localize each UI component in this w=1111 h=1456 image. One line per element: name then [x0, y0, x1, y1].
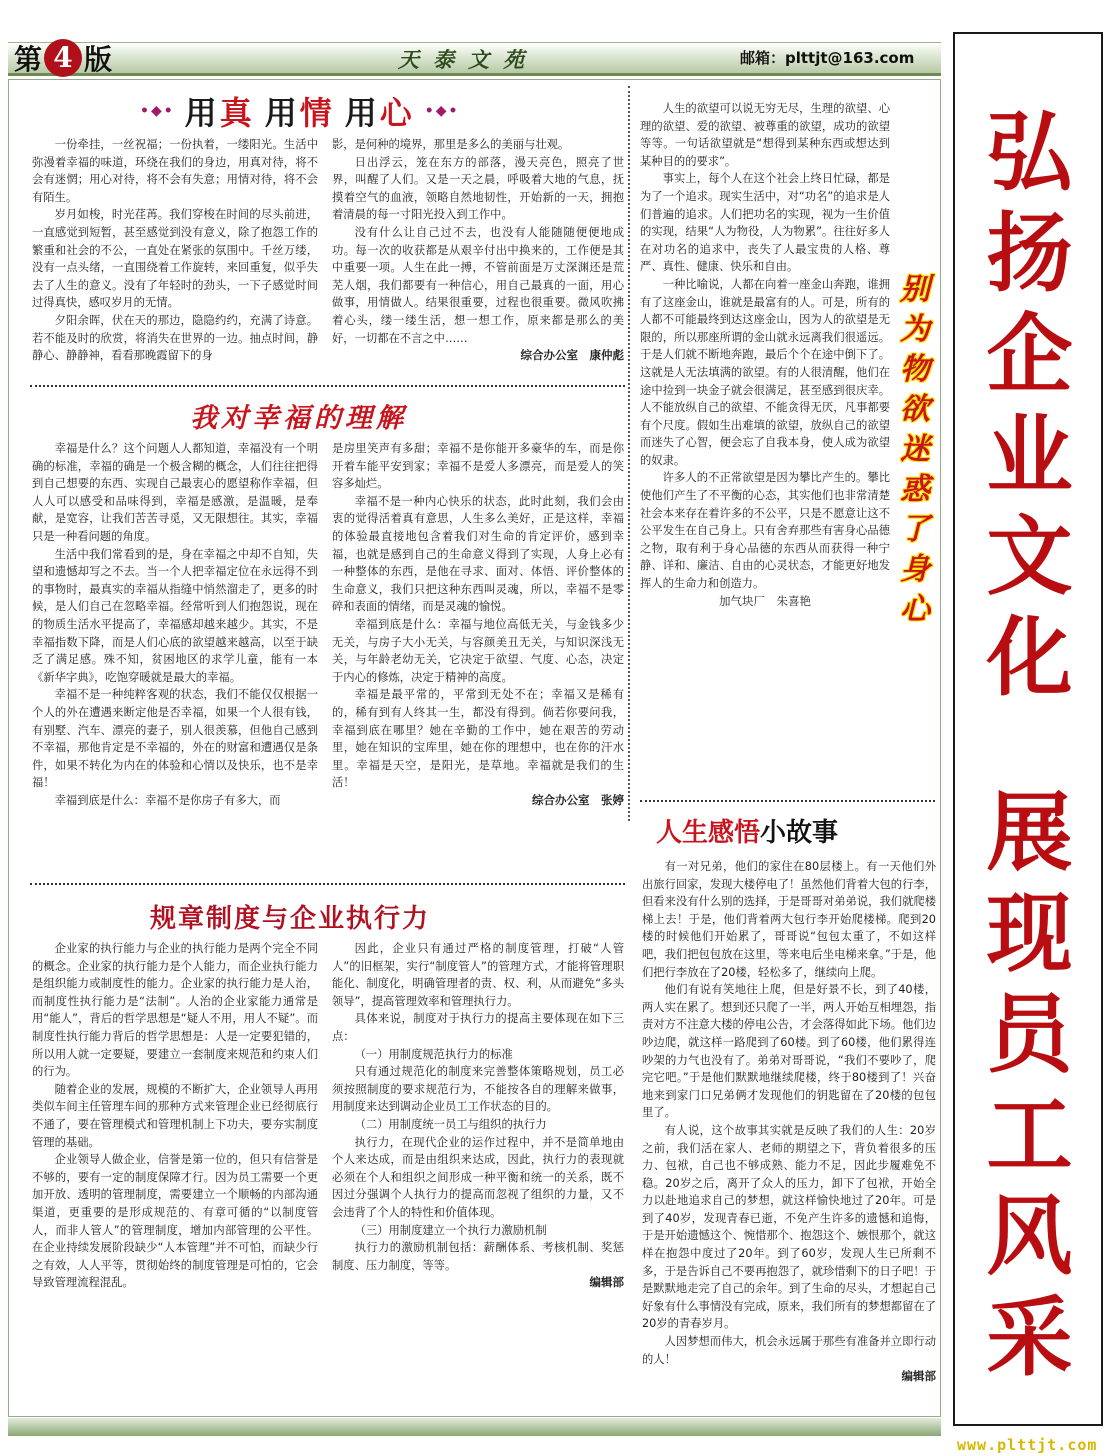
- paragraph: 人生的欲望可以说无穷无尽，生理的欲望、心理的欲望、爱的欲望、被尊重的欲望，成功的欲望等等。一句话欲望就是“想得到某种东西或想达到某种目的的要求”。: [640, 102, 890, 168]
- banner-char: 展: [986, 782, 1073, 883]
- article2-col2: [332, 440, 624, 808]
- title-char: 别: [900, 272, 930, 307]
- edition-number: 4: [44, 39, 82, 77]
- paragraph: 他们有说有笑地往上爬，但是好景不长，到了40楼，两人实在累了。想到还只爬了一半，两人开始互相埋怨，指责对方不注意大楼的停电公告，才会落得如此下场。他们边吵边爬，就这样一路爬到了60楼。到了60楼，他们累得连吵架的力气也没有了。弟弟对哥哥说，“我们不要吵了，爬完它吧。”于是他们默默地继续爬楼，终于80楼到了！兴奋地来到家门口兄弟俩才发现他们的钥匙留在了20楼的包包里了。: [642, 983, 936, 1120]
- paragraph: 幸福是什么？这个问题人人都知道，幸福没有一个明确的标准，幸福的确是一个极含糊的概念，人们往往把得到自己想要的东西、实现自己最衷心的愿望称作幸福，但人人可以感受和品味得到，幸福是感激，是温暖，是奉献，是宽容，让我们苦苦寻觅，又无限想往。其实，幸福只是一种看问题的角度。: [32, 442, 318, 543]
- column-divider: [628, 86, 630, 821]
- paragraph: 具体来说，制度对于执行力的提高主要体现在如下三点：: [332, 1012, 624, 1043]
- article1-title: [140, 88, 459, 134]
- banner-char: 采: [986, 1287, 1073, 1388]
- article1-signature: 综合办公室 康仲彪: [520, 348, 624, 363]
- paragraph: 随着企业的发展，规模的不断扩大，企业领导人再用类似车间主任管理车间的那种方式来管理企业已经彻底行不通了，要在管理模式和管理机制上下功夫，要夯实制度管理的基础。: [32, 1082, 318, 1149]
- title-char: 心: [379, 94, 415, 132]
- title-char: 身: [900, 552, 930, 587]
- paragraph: 有人说，这个故事其实就是反映了我们的人生：20岁之前，我们活在家人、老师的期望之下，背负着很多的压力、包袱，自己也不够成熟、能力不足，因此步履难免不稳。20岁之后，离开了众人的压力，卸下了包袱，开始全力以赴地追求自己的梦想，就这样愉快地过了20年。可是到了40岁，发现青春已逝，不免产生许多的遗憾和追悔，于是开始遗憾这个、惋惜那个、抱怨这个、嫉恨那个，就这样在抱怨中度过了20年。到了60岁，发现人生已所剩不多，于是告诉自己不要再抱怨了，就珍惜剩下的日子吧！于是默默地走完了自己的余年。到了生命的尽头，才想起自己好象有什么事情没有完成，原来，我们所有的梦想都留在了20岁的青春岁月。: [642, 1123, 936, 1331]
- edition-suffix: 版: [84, 43, 113, 76]
- title-ornament-right: •◆•: [424, 103, 460, 119]
- article3-title: 规章制度与企业执行力: [150, 904, 431, 934]
- paragraph: 企业领导人做企业，信誉是第一位的，但只有信誉是不够的，要有一定的制度保障才行。因为员工需要一个更加开放、透明的管理制度，需要建立一个顺畅的内部沟通渠道，更重要的是形成规范的、有章可循的“以制度管人，而非人管人”的管理制度，增加内部管理的公平性。在企业持续发展阶段缺少“人本管理”并不可怕，而缺少行之有效，人人平等，贯彻始终的制度管理是可怕的，它会导致管理流程混乱。: [32, 1153, 318, 1290]
- paragraph: 一份牵挂，一丝祝福；一份执着，一缕阳光。生活中弥漫着幸福的味道，环绕在我们的身边，用真对待，将不会有迷惘；用心对待，将不会有失意；用情对待，将不会有陌生。: [32, 138, 318, 204]
- article3-signature: 编辑部: [589, 1275, 624, 1290]
- paragraph: 岁月如梭，时光荏苒。我们穿梭在时间的尽头前进，一直感觉到短暂，甚至感觉到没有意义，除了抱怨工作的繁重和社会的不公，一直处在紧张的氛围中。千丝万缕，没有一点头绪，一直围绕着工作旋转，来回重复，似乎失去了人生的意义。没有了年轻时的劲头，一下子感觉时间过得真快，感叹岁月的无情。: [32, 208, 318, 310]
- paragraph: 日出浮云，笼在东方的部落，漫天亮色，照亮了世界，叫醒了人们。又是一天之晨，呼吸着大地的气息，抚摸着空气的血液，领略自然地韧性，开始新的一天，拥抱着清晨的每一寸阳光投入到工作中。: [332, 155, 624, 222]
- title-char: 真: [219, 94, 255, 132]
- banner-char: 员: [986, 984, 1073, 1085]
- title-char: 欲: [900, 392, 930, 427]
- title-ornament-left: •◆•: [140, 103, 175, 119]
- title-char: 用: [264, 94, 300, 132]
- article1-col1: [32, 136, 318, 365]
- title-char: 了: [900, 512, 930, 547]
- edition-prefix: 第: [14, 43, 43, 76]
- paragraph: 执行力的激励机制包括：薪酬体系、考核机制、奖惩制度、压力制度，等等。: [332, 1241, 624, 1272]
- paragraph: 因此，企业只有通过严格的制度管理，打破“人管人”的旧框架，实行“制度管人”的管理方式，才能将管理职能化、制度化，明确管理者的责、权、利，从而避免“多头领导”，提高管理效率和管理执行力。: [332, 942, 624, 1008]
- subheading: （一）用制度规范执行力的标准: [354, 1047, 513, 1061]
- title-char: 用: [184, 94, 220, 132]
- paragraph: 生活中我们常看到的是，身在幸福之中却不自知，失望和遗憾却写之不去。当一个人把幸福定位在永远得不到的事物时，最真实的幸福从指缝中悄然溜走了，更多的时候，是人们自己在忽略幸福。经常听到人们抱怨说，现在的物质生活水平提高了，幸福感却越来越少。其实，不是幸福指数下降，而是人们心底的欲望越来越高，以至于缺乏了满足感。殊不知，贫困地区的求学儿童，能有一本《新华字典》，吃饱穿暖就是最大的幸福。: [32, 547, 318, 684]
- banner-char: 化: [986, 607, 1073, 708]
- section-name: 天泰文苑: [398, 47, 538, 72]
- section-divider-3: [640, 800, 935, 802]
- title-red-part: 人生感悟: [656, 818, 761, 848]
- title-char: 为: [900, 312, 930, 347]
- paragraph: 人因梦想而伟大，机会永远属于那些有准备并立即行动的人！: [642, 1335, 936, 1366]
- article2-col1: [32, 440, 318, 809]
- paragraph: 幸福不是一种内心快乐的状态，此时此刻，我们会由衷的觉得活着真有意思，人生多么美好，正是这样，幸福的体验最直接地包含着我们对生命的肯定评价，感到幸福，也就是感到自己的生命意义得到了实现，人身上必有一种整体的东西，是他在寻求、面对、体悟、评价整体的生命意义，我们只把这种东西叫灵魂，所以，幸福不是零碎和表面的情绪，而是灵魂的愉悦。: [332, 494, 624, 614]
- article4-signature: 加气块厂 朱喜艳: [719, 593, 811, 608]
- article5-signature: 编辑部: [901, 1369, 936, 1384]
- paragraph: 企业家的执行能力与企业的执行能力是两个完全不同的概念。企业家的执行能力是个人能力，而企业执行能力是组织能力或制度性的能力。企业家的执行能力是人治，而制度性执行能力是“法制”。人治的企业家能力通常是用“能人”，背后的哲学思想是“疑人不用，用人不疑”。而制度性执行能力背后的哲学思想是：人是一定要犯错的，所以用人就一定要疑，要建立一套制度来规范和约束人们的行为。: [32, 942, 318, 1079]
- banner-char: 弘: [986, 102, 1073, 203]
- banner-char: 文: [986, 506, 1073, 607]
- banner-char: 扬: [986, 203, 1073, 304]
- paragraph: 幸福到底是什么：幸福不是你房子有多大，而: [54, 793, 281, 807]
- paragraph: 夕阳余晖，伏在天的那边，隐隐约约，充满了诗意。若不能及时的欣赏，将消失在世界的一边。抽点时间，静静心、静静神，看看那晚霞留下的身: [32, 313, 318, 363]
- paragraph: 幸福到底是什么：幸福与地位高低无关，与金钱多少无关，与房子大小无关，与容颜美丑无关，与知识深浅无关，与年龄老幼无关，它决定于欲望、气度、心态，决定于内心的修炼，决定于精神的高度。: [332, 617, 624, 684]
- title-char: 用: [344, 94, 380, 132]
- article2-signature: 综合办公室 张婷: [532, 792, 624, 807]
- title-char: 惑: [900, 472, 930, 507]
- paragraph: 事实上，每个人在这个社会上终日忙碌，都是为了一个追求。现实生活中，对“功名”的追求是人们普遍的追求。人们把功名的实现，视为一生价值的实现，结果“人为物役，人为物累”。往往好多人在对功名的追求中，丧失了人最宝贵的人格、尊严、真性、健康、快乐和自由。: [640, 172, 890, 274]
- article5-title: [656, 812, 838, 849]
- article3-col1: [32, 940, 318, 1292]
- paragraph: 只有通过规范化的制度来完善整体策略规划，员工必须按照制度的要求规范行为，不能按各自的理解来做事，用制度来达到调动企业员工工作状态的目的。: [332, 1065, 624, 1114]
- bottom-bar: [8, 1418, 941, 1436]
- article5-body: [642, 858, 936, 1384]
- article4-body: [640, 100, 890, 609]
- banner-text-bottom: [979, 782, 1080, 1388]
- section-divider-2: [30, 883, 625, 885]
- paragraph: 没有什么让自己过不去，也没有人能随随便便地成功。每一次的收获都是从艰辛付出中换来的，工作便是其中重要一项。人生在此一搏，不管前面是万丈深渊还是荒芜人烟，我们都要有一种信心，用自己最真的一面，用心做事，用情做人。结果很重要，过程也很重要。微风吹拂着心头，缕一缕生活，想一想工作，原来都是那么的美好，一切都在不言之中……: [332, 225, 624, 345]
- edition-label: [14, 38, 112, 78]
- section-divider-1: [30, 385, 625, 387]
- article4-vertical-title: [895, 270, 935, 630]
- title-char: 迷: [900, 432, 930, 467]
- paragraph: 执行力，在现代企业的运作过程中，并不是简单地由个人来达成，而是由组织来达成，因此，执行力的表现就必须在个人和组织之间形成一种平衡和统一的关系，既不因过分强调个人执行力的提高而忽视了组织的力量，又不会违背了个人的特性和价值体现。: [332, 1135, 624, 1219]
- title-char: 情: [299, 94, 335, 132]
- subheading: （三）用制度建立一个执行力激励机制: [354, 1223, 547, 1237]
- title-black-part: 小故事: [760, 818, 839, 848]
- paragraph: 幸福不是一种纯粹客观的状态，我们不能仅仅根据一个人的外在遭遇来断定他是否幸福，如果一个人很有钱，有别墅、汽车、漂亮的妻子，别人很羡慕，但他自己感到不幸福，那他肯定是不幸福的，外在的财富和遭遇仅是条件，如果不转化为内在的体验和心情以及快乐，也不是幸福！: [32, 688, 318, 790]
- paragraph: 许多人的不正常欲望是因为攀比产生的。攀比使他们产生了不平衡的心态，其实他们也非常清楚社会本来存在着许多的不公平，只是不愿意让这不公平发生在自己身上。只有舍弃那些有害身心品德之物，取有利于身心品德的东西从而获得一种宁静、详和、廉洁、自由的心灵状态，才能更好地发挥人的生命力和创造力。: [640, 471, 890, 591]
- title-char: 心: [900, 592, 930, 627]
- banner-char: 风: [986, 1186, 1073, 1287]
- subheading: （二）用制度统一员工与组织的执行力: [354, 1117, 547, 1131]
- email-address: 邮箱：plttjt@163.com: [740, 49, 915, 67]
- paragraph: 幸福是最平常的，平常到无处不在；幸福又是稀有的，稀有到有人终其一生，都没有得到。倘若你要问我，幸福到底在哪里？她在辛勤的工作中，她在艰苦的劳动里，她在知识的宝库里，她在你的理想中，也在你的汗水里。幸福是天空，是阳光，是草地。幸福就是我们的生活！: [332, 688, 624, 790]
- article3-col2: [332, 940, 624, 1290]
- title-char: 物: [900, 352, 930, 387]
- paragraph: 影，是何种的境界，那里是多么的美丽与壮观。: [332, 138, 570, 151]
- paragraph: 一种比喻说，人都在向着一座金山奔跑，谁拥有了这座金山，谁就是最富有的人。可是，所有的人都不可能最终到达这座金山，因为人的欲望是无限的，所以那座所谓的金山就永远离我们很遥远。于是人们就不断地奔跑，最后个个在途中倒下了。这就是人无法填满的欲望。有的人很清醒，他们在途中捡到一块金子就会很满足，甚至感到很庆幸。人不能放纵自己的欲望、不能贪得无厌，凡事都要有个尺度。假如生出难填的欲望，放纵自己的欲望而迷失了心智，便会忘了自我本身，使人成为欲望的奴隶。: [640, 277, 890, 467]
- banner-text-top: [979, 102, 1080, 708]
- right-banner: [953, 32, 1103, 1426]
- banner-char: 业: [986, 405, 1073, 506]
- banner-char: 企: [986, 304, 1073, 405]
- article2-title: 我对幸福的理解: [190, 403, 407, 434]
- watermark-url: www.plttjt.com: [957, 1436, 1098, 1454]
- article1-col2: [332, 136, 624, 363]
- banner-char: 现: [986, 883, 1073, 984]
- paragraph: 有一对兄弟，他们的家住在80层楼上。有一天他们外出旅行回家，发现大楼停电了！虽然他们背着大包的行李，但看来没有什么别的选择，于是哥哥对弟弟说，我们就爬楼梯上去！于是，他们背着两大包行李开始爬楼梯。爬到20楼的时候他们开始累了，哥哥说“包包太重了，不如这样吧，我们把包包放在这里，等来电后坐电梯来拿。”于是，他们把行李放在了20楼，轻松多了，继续向上爬。: [642, 860, 936, 979]
- banner-char: 工: [986, 1085, 1073, 1186]
- paragraph: 是房里笑声有多甜；幸福不是你能开多豪华的车，而是你开着车能平安到家；幸福不是爱人多漂亮，而是爱人的笑容多灿烂。: [332, 442, 624, 491]
